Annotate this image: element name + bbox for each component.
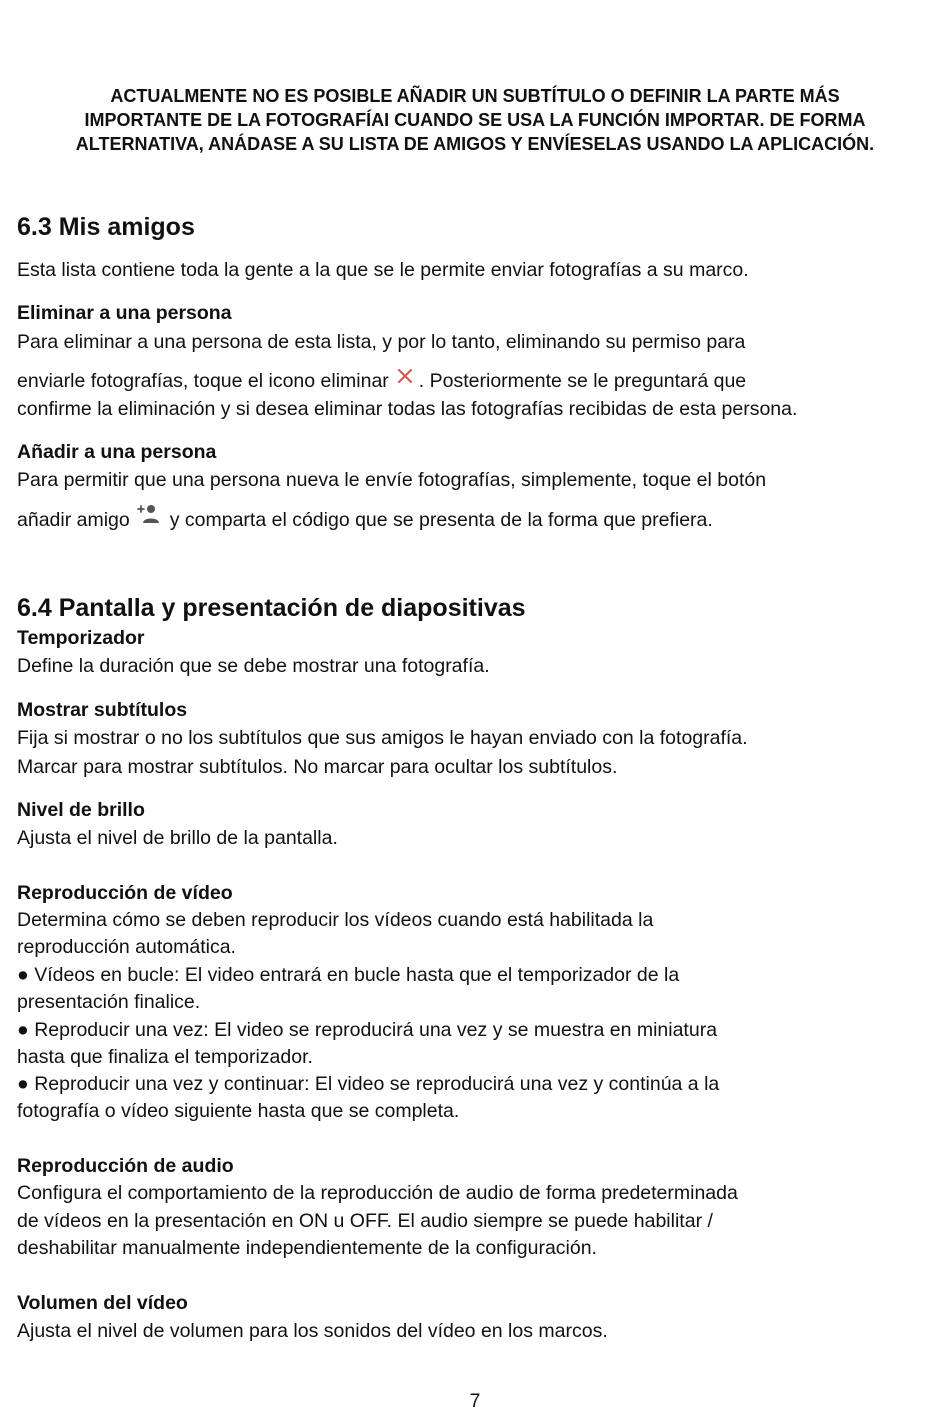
paragraph-line: confirme la eliminación y si desea eliminar todas las fotografías recibidas de esta persona.	[17, 398, 798, 420]
section-title-mis-amigos: 6.3 Mis amigos	[17, 213, 195, 241]
paragraph-line: deshabilitar manualmente independientemente de la configuración.	[17, 1237, 597, 1259]
paragraph-text: enviarle fotografías, toque el icono eliminar	[17, 370, 389, 392]
paragraph-line: Marcar para mostrar subtítulos. No marcar para ocultar los subtítulos.	[17, 756, 618, 778]
paragraph-line: de vídeos en la presentación en ON u OFF. El audio siempre se puede habilitar /	[17, 1210, 713, 1232]
subheading-brillo: Nivel de brillo	[17, 799, 145, 821]
paragraph-line: hasta que finaliza el temporizador.	[17, 1046, 313, 1068]
paragraph-text: . Posteriormente se le preguntará que	[418, 370, 747, 392]
subheading-eliminar: Eliminar a una persona	[17, 302, 232, 324]
delete-icon	[395, 366, 415, 386]
paragraph-line: Ajusta el nivel de volumen para los sonidos del vídeo en los marcos.	[17, 1320, 608, 1342]
page-number: 7	[469, 1391, 481, 1412]
notice-line: IMPORTANTE DE LA FOTOGRAFÍAI CUANDO SE USA LA FUNCIÓN IMPORTAR. DE FORMA	[84, 110, 866, 130]
subheading-subtitulos: Mostrar subtítulos	[17, 699, 188, 721]
subheading-video: Reproducción de vídeo	[17, 882, 233, 904]
subheading-temporizador: Temporizador	[17, 627, 145, 649]
subheading-anadir: Añadir a una persona	[17, 441, 217, 463]
subheading-volumen: Volumen del vídeo	[17, 1292, 188, 1314]
paragraph-line-with-icon	[17, 508, 713, 532]
paragraph-text: y comparta el código que se presenta de la forma que prefiera.	[169, 509, 713, 531]
import-notice	[0, 84, 950, 156]
paragraph-line: Define la duración que se debe mostrar una fotografía.	[17, 655, 490, 677]
section-intro: Esta lista contiene toda la gente a la que se le permite enviar fotografías a su marco.	[17, 259, 749, 281]
paragraph-line: Configura el comportamiento de la reproducción de audio de forma predeterminada	[17, 1182, 738, 1204]
paragraph-line: Fija si mostrar o no los subtítulos que sus amigos le hayan enviado con la fotografía.	[17, 727, 748, 749]
paragraph-line: Para permitir que una persona nueva le envíe fotografías, simplemente, toque el botón	[17, 469, 767, 491]
add-friend-icon	[136, 503, 162, 525]
paragraph-line: Ajusta el nivel de brillo de la pantalla.	[17, 827, 338, 849]
subheading-audio: Reproducción de audio	[17, 1155, 234, 1177]
paragraph-line: presentación finalice.	[17, 991, 201, 1013]
paragraph-line: Determina cómo se deben reproducir los vídeos cuando está habilitada la	[17, 909, 654, 931]
paragraph-line: Para eliminar a una persona de esta lista, y por lo tanto, eliminando su permiso para	[17, 331, 746, 353]
notice-line: ACTUALMENTE NO ES POSIBLE AÑADIR UN SUBTÍTULO O DEFINIR LA PARTE MÁS	[110, 86, 840, 106]
paragraph-text: añadir amigo	[17, 509, 130, 531]
bullet-line: ● Reproducir una vez y continuar: El video se reproducirá una vez y continúa a la	[17, 1073, 720, 1095]
notice-line: ALTERNATIVA, ANÁDASE A SU LISTA DE AMIGOS Y ENVÍESELAS USANDO LA APLICACIÓN.	[75, 134, 875, 154]
paragraph-line-with-icon	[17, 369, 746, 393]
paragraph-line: fotografía o vídeo siguiente hasta que se completa.	[17, 1100, 460, 1122]
section-title-pantalla: 6.4 Pantalla y presentación de diapositivas	[17, 594, 526, 622]
bullet-line: ● Reproducir una vez: El video se reproducirá una vez y se muestra en miniatura	[17, 1019, 718, 1041]
bullet-line: ● Vídeos en bucle: El video entrará en bucle hasta que el temporizador de la	[17, 964, 680, 986]
paragraph-line: reproducción automática.	[17, 936, 236, 958]
